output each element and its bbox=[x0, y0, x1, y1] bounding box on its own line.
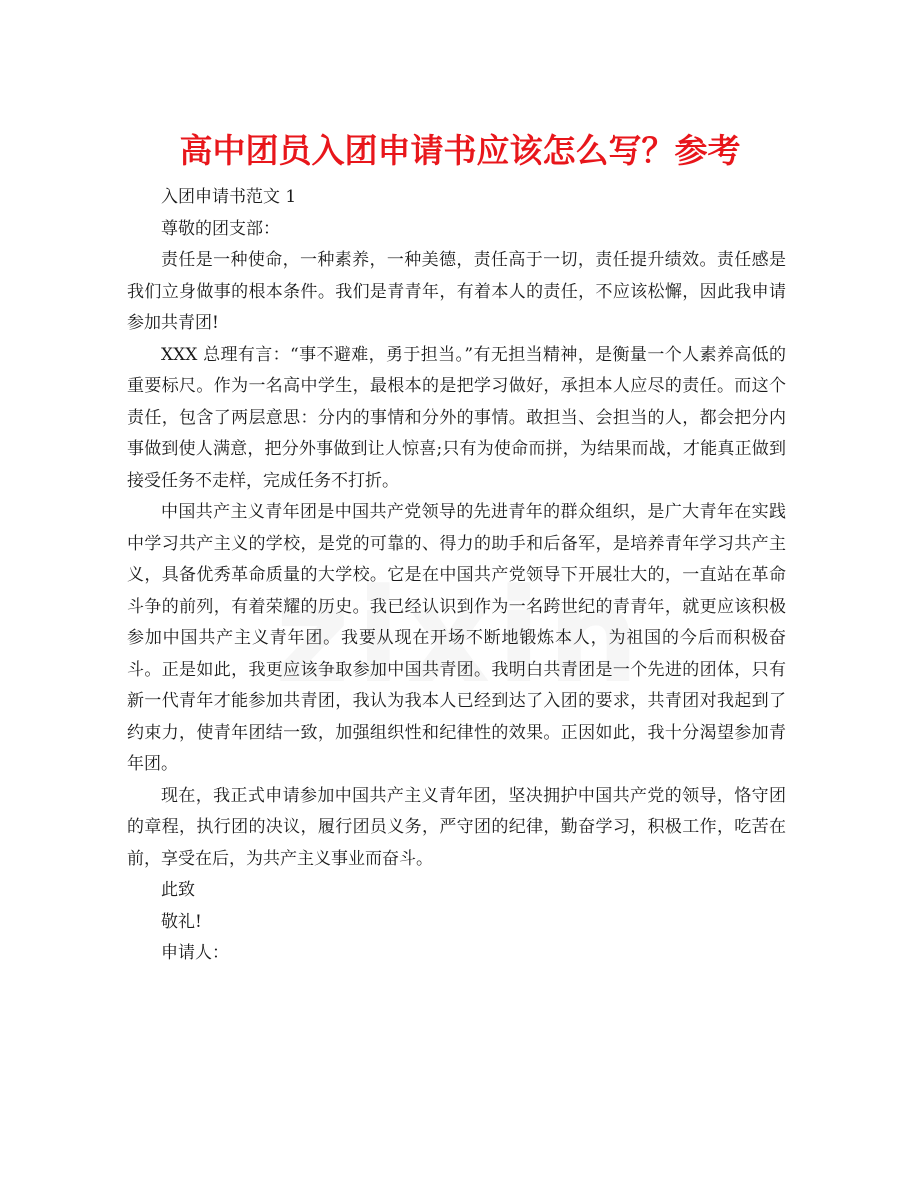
applicant-label: 申请人： bbox=[161, 943, 229, 963]
paragraph-2: XXX 总理有言：“事不避难，勇于担当。”有无担当精神，是衡量一个人素养高低的重要标尺。作为一名高中学生，最根本的是把学习做好，承担本人应尽的责任。而这个责任，包含了两层意思：分内的事情和分外的事情。敢担当、会担当的人，都会把分内事做到使人满意，把分外事做到让人惊喜;只有为使命而拼，为结果而战，才能真正做到接受任务不走样，完成任务不打折。 bbox=[127, 344, 786, 491]
paragraph-1: 责任是一种使命，一种素养，一种美德，责任高于一切，责任提升绩效。责任感是我们立身做事的根本条件。我们是青青年，有着本人的责任，不应该松懈，因此我申请参加共青团! bbox=[127, 250, 786, 333]
salutation: 尊敬的团支部： bbox=[161, 218, 280, 239]
paragraph-4: 现在，我正式申请参加中国共产主义青年团，坚决拥护中国共产党的领导，恪守团的章程，执行团的决议，履行团员义务，严守团的纪律，勤奋学习，积极工作，吃苦在前，享受在后，为共产主义事业而奋斗。 bbox=[127, 785, 786, 869]
regards: 敬礼! bbox=[161, 911, 202, 932]
document-title: 高中团员入团申请书应该怎么写？参考 bbox=[179, 131, 741, 170]
section-heading: 入团申请书范文 1 bbox=[161, 187, 297, 207]
closing: 此致 bbox=[161, 880, 195, 900]
paragraph-3: 中国共产主义青年团是中国共产党领导的先进青年的群众组织，是广大青年在实践中学习共产主义的学校，是党的可靠的、得力的助手和后备军，是培养青年学习共产主义，具备优秀革命质量的大学校。它是在中国共产党领导下开展壮大的，一直站在革命斗争的前列，有着荣耀的历史。我已经认识到作为一名跨世纪的青青年，就更应该积极参加中国共产主义青年团。我要从现在开场不断地锻炼本人，为祖国的今后而积极奋斗。正是如此，我更应该争取参加中国共青团。我明白共青团是一个先进的团体，只有新一代青年才能参加共青团，我认为我本人已经到达了入团的要求，共青团对我起到了约束力，使青年团结一致，加强组织性和纪律性的效果。正因如此，我十分渴望参加青年团。 bbox=[127, 502, 786, 774]
document-body bbox=[127, 182, 786, 970]
